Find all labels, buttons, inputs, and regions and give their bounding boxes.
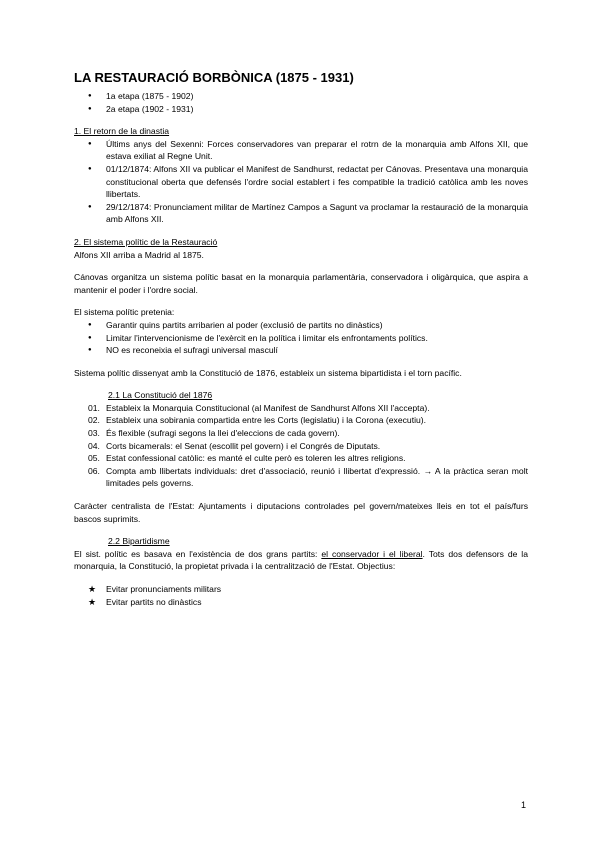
list-item: 06. Compta amb llibertats individuals: dret d'associació, reunió i llibertat d'expressió. → A la pràctica seran molt limitades pels governs.	[88, 465, 528, 489]
list-item: ● Garantir quins partits arribarien al poder (exclusió de partits no dinàstics)	[74, 319, 528, 332]
paragraph: Sistema polític dissenyat amb la Constitució de 1876, estableix un sistema bipartidista i el torn pacífic.	[74, 367, 462, 378]
page-number: 1	[520, 800, 526, 810]
list-item: ● Limitar l'intervencionisme de l'exèrcit en la política i limitar els enfrontaments polítics.	[74, 332, 528, 345]
constitution-list	[74, 402, 528, 490]
aims-list	[74, 319, 528, 357]
list-item: ● NO es reconeixia el sufragi universal masculí	[74, 344, 528, 357]
list-item: ● 1a etapa (1875 - 1902)	[74, 90, 528, 103]
list-item: 05. Estat confessional catòlic: es manté el culte però es toleren les altres religions.	[88, 453, 406, 464]
list-item: ★ Evitar pronunciaments militars	[74, 583, 528, 596]
list-item: ● 29/12/1874: Pronunciament militar de Martínez Campos a Sagunt va proclamar la restauració de la monarquia amb Alfons XII.	[74, 201, 528, 226]
section-1-list	[74, 138, 528, 226]
section-heading-2: 2. El sistema polític de la Restauració	[74, 236, 218, 247]
list-item: 01. Estableix la Monarquia Constitucional (al Manifest de Sandhurst Alfons XII l'accepta).	[88, 402, 430, 413]
paragraph: El sistema polític pretenia:	[74, 307, 175, 318]
paragraph: Alfons XII arriba a Madrid al 1875.	[74, 249, 204, 260]
paragraph: Cánovas organitza un sistema polític basat en la monarquia parlamentària, conservadora i oligàrquica, que aspira a mantenir el poder i l'ordre social.	[74, 272, 528, 295]
section-heading-1: 1. El retorn de la dinastia	[74, 126, 170, 137]
stages-list	[74, 90, 528, 115]
paragraph: El sist. polític es basava en l'existència de dos grans partits: el conservador i el liberal. Tots dos defensors de la monarquia, la Constitució, la propietat privada i la centralització de l'Estat. Objectius:	[74, 548, 528, 572]
goals-list	[74, 583, 528, 608]
list-item: ● 01/12/1874: Alfons XII va publicar el Manifest de Sandhurst, redactat per Cánovas. Presentava una monarquia constitucional oberta que defensés l'ordre social establert i fes compatible la tradició catòlica amb les noves llibertats.	[74, 163, 528, 201]
section-heading-2-2: 2.2 Bipartidisme	[108, 536, 170, 547]
list-item: ● 2a etapa (1902 - 1931)	[74, 103, 528, 116]
paragraph: Caràcter centralista de l'Estat: Ajuntaments i diputacions controlades pel govern/mateixes lleis en tot el país/furs bascos suprimits.	[74, 501, 528, 524]
list-item: ● Últims anys del Sexenni: Forces conservadores van preparar el rotrn de la monarquia amb Alfons XII, que estava exiliat al Regne Unit.	[74, 138, 528, 163]
section-heading-2-1: 2.1 La Constitució del 1876	[108, 390, 213, 401]
list-item: 04. Corts bicamerals: el Senat (escollit pel govern) i el Congrés de Diputats.	[88, 440, 381, 451]
list-item: 02. Estableix una sobirania compartida entre les Corts (legislatiu) i la Corona (executiu).	[88, 415, 427, 426]
list-item: 03. És flexible (sufragi segons la llei d'eleccions de cada govern).	[88, 428, 340, 439]
document-title: LA RESTAURACIÓ BORBÒNICA (1875 - 1931)	[74, 70, 354, 85]
document-page	[74, 70, 528, 608]
list-item: ★ Evitar partits no dinàstics	[74, 596, 528, 609]
